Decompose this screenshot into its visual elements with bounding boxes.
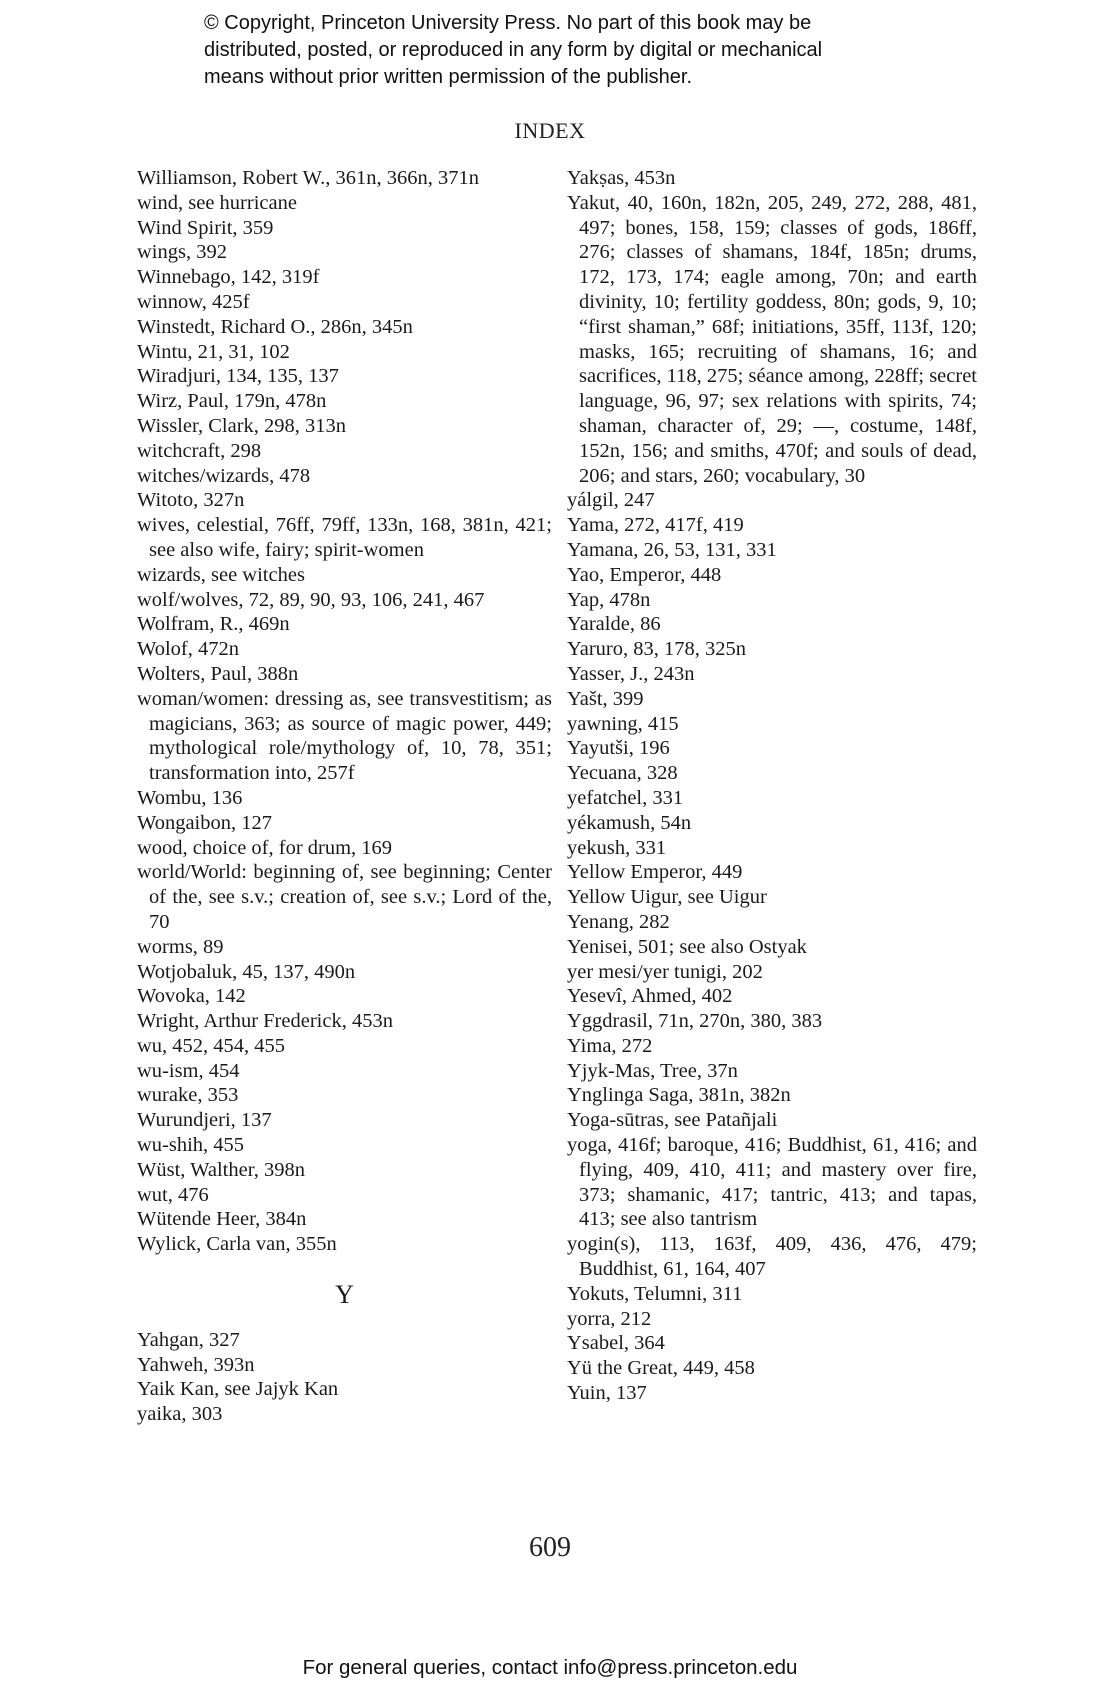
- index-entry: Wind Spirit, 359: [137, 216, 274, 239]
- index-entry: Wongaibon, 127: [137, 811, 273, 834]
- index-entry: Yaralde, 86: [567, 613, 661, 636]
- left-entries: [137, 166, 552, 1257]
- index-entry: wu-shih, 455: [137, 1134, 245, 1157]
- index-entry: wood, choice of, for drum, 169: [137, 836, 393, 859]
- index-entry: Yellow Emperor, 449: [567, 861, 743, 884]
- index-entry: Yenang, 282: [567, 910, 670, 933]
- index-entry: wolf/wolves, 72, 89, 90, 93, 106, 241, 467: [137, 588, 485, 611]
- index-entry: Yahgan, 327: [137, 1328, 240, 1351]
- index-entry: Yenisei, 501; see also Ostyak: [567, 935, 807, 958]
- index-entry: Yakut, 40, 160n, 182n, 205, 249, 272, 288, 481, 497; bones, 158, 159; classes of gods, 186ff, 276; classes of shamans, 184f, 185n; drums, 172, 173, 174; eagle among, 70n; and earth divinity, 10; fertility goddess, 80n; gods, 9, 10; “first shaman,” 68f; initiations, 35ff, 113f, 120; masks, 165; recruiting of shamans, 16; and sacrifices, 118, 275; séance among, 228ff; secret language, 96, 97; sex relations with spirits, 74; shaman, character of, 29; —, costume, 148f, 152n, 156; and smiths, 470f; and souls of dead, 206; and stars, 260; vocabulary, 30: [567, 191, 977, 487]
- index-entry: Wovoka, 142: [137, 985, 246, 1008]
- index-entry: Wüst, Walther, 398n: [137, 1158, 305, 1181]
- index-entry: Wintu, 21, 31, 102: [137, 340, 290, 363]
- copyright-line-2: distributed, posted, or reproduced in any form by digital or mechanical: [204, 39, 823, 61]
- index-entry: Yahweh, 393n: [137, 1353, 255, 1376]
- index-entry: Yellow Uigur, see Uigur: [567, 886, 767, 909]
- index-entry: worms, 89: [137, 935, 224, 958]
- index-entry: Yecuana, 328: [567, 762, 678, 785]
- index-entry: yékamush, 54n: [567, 811, 692, 834]
- index-entry: Yggdrasil, 71n, 270n, 380, 383: [567, 1010, 823, 1033]
- page-number: 609: [529, 1532, 571, 1563]
- index-entry: yaika, 303: [137, 1403, 223, 1426]
- index-entry: Williamson, Robert W., 361n, 366n, 371n: [137, 167, 479, 189]
- right-entries: [567, 166, 977, 1406]
- index-entry: yoga, 416f; baroque, 416; Buddhist, 61, 416; and flying, 409, 410, 411; and mastery over fire, 373; shamanic, 417; tantric, 413; and tapas, 413; see also tantrism: [567, 1134, 977, 1231]
- index-entry: yekush, 331: [567, 836, 667, 859]
- index-entry: Yoga-sūtras, see Patañjali: [567, 1109, 778, 1132]
- index-entry: yogin(s), 113, 163f, 409, 436, 476, 479; Buddhist, 61, 164, 407: [567, 1233, 977, 1281]
- footer-contact: For general queries, contact info@press.princeton.edu: [302, 1656, 798, 1679]
- index-entry: Yjyk-Mas, Tree, 37n: [567, 1059, 738, 1082]
- index-entry: Yama, 272, 417f, 419: [567, 514, 744, 537]
- index-entry: Yap, 478n: [567, 588, 651, 611]
- index-entry: wu, 452, 454, 455: [137, 1034, 286, 1057]
- index-entry: Yašt, 399: [567, 687, 644, 710]
- index-entry: yawning, 415: [567, 712, 679, 735]
- index-entry: Wiradjuri, 134, 135, 137: [137, 365, 339, 388]
- index-entry: Yuin, 137: [567, 1382, 647, 1405]
- index-entry: Wolof, 472n: [137, 638, 239, 661]
- index-entry: witchcraft, 298: [137, 439, 262, 462]
- copyright-notice: [204, 10, 924, 91]
- index-entry: Winstedt, Richard O., 286n, 345n: [137, 315, 413, 338]
- index-entry: Yaik Kan, see Jajyk Kan: [137, 1378, 339, 1401]
- index-entry: winnow, 425f: [137, 290, 250, 313]
- index-entry: Winnebago, 142, 319f: [137, 266, 320, 289]
- index-entry: Wotjobaluk, 45, 137, 490n: [137, 960, 356, 983]
- index-entry: wu-ism, 454: [137, 1059, 240, 1082]
- copyright-line-3: means without prior written permission of the publisher.: [204, 66, 693, 88]
- index-entry: Wolters, Paul, 388n: [137, 662, 299, 685]
- section-letter: Y: [335, 1280, 354, 1310]
- index-column-right: [567, 166, 977, 1406]
- index-entry: Wolfram, R., 469n: [137, 613, 290, 636]
- index-column-left: [137, 166, 552, 1427]
- index-entry: wives, celestial, 76ff, 79ff, 133n, 168, 381n, 421; see also wife, fairy; spirit-women: [137, 514, 552, 561]
- running-head: INDEX: [514, 118, 586, 143]
- index-entry: Wombu, 136: [137, 786, 243, 809]
- index-entry: Wurundjeri, 137: [137, 1109, 272, 1132]
- index-entry: Yima, 272: [567, 1034, 653, 1057]
- copyright-line-1: © Copyright, Princeton University Press. No part of this book may be: [204, 12, 812, 34]
- index-entry: Yokuts, Telumni, 311: [567, 1282, 743, 1305]
- index-entry: yorra, 212: [567, 1307, 652, 1330]
- index-entry: wind, see hurricane: [137, 191, 297, 214]
- index-entry: Yü the Great, 449, 458: [567, 1357, 755, 1380]
- index-entry: Wright, Arthur Frederick, 453n: [137, 1010, 393, 1033]
- index-entry: Yakṣas, 453n: [567, 167, 676, 189]
- index-entry: wurake, 353: [137, 1084, 239, 1107]
- index-entry: Yaruro, 83, 178, 325n: [567, 638, 747, 661]
- index-entry: Yayutši, 196: [567, 737, 670, 760]
- index-entry: Wissler, Clark, 298, 313n: [137, 414, 347, 437]
- index-entry: world/World: beginning of, see beginning; Center of the, see s.v.; creation of, see s.v.; Lord of the, 70: [137, 861, 552, 933]
- index-entry: wut, 476: [137, 1183, 209, 1206]
- index-entry: yefatchel, 331: [567, 786, 684, 809]
- index-entry: Ysabel, 364: [567, 1332, 665, 1355]
- index-entry: wizards, see witches: [137, 563, 305, 586]
- index-entry: Yasser, J., 243n: [567, 662, 695, 685]
- index-entry: Yao, Emperor, 448: [567, 563, 722, 586]
- index-entry: Ynglinga Saga, 381n, 382n: [567, 1084, 791, 1107]
- index-entry: Yamana, 26, 53, 131, 331: [567, 538, 777, 561]
- index-entry: woman/women: dressing as, see transvestitism; as magicians, 363; as source of magic power, 449; mythological role/mythology of, 10, 78, 351; transformation into, 257f: [137, 687, 552, 785]
- index-entry: Wirz, Paul, 179n, 478n: [137, 390, 327, 413]
- index-entry: yer mesi/yer tunigi, 202: [567, 960, 763, 983]
- index-entry: Witoto, 327n: [137, 489, 245, 512]
- index-entry: Wütende Heer, 384n: [137, 1208, 307, 1231]
- index-entry: Wylick, Carla van, 355n: [137, 1233, 337, 1256]
- index-entry: wings, 392: [137, 241, 227, 264]
- index-entry: Yesevî, Ahmed, 402: [567, 985, 733, 1008]
- left-y-entries: [137, 1328, 552, 1427]
- index-entry: witches/wizards, 478: [137, 464, 311, 487]
- index-entry: yálgil, 247: [567, 489, 655, 512]
